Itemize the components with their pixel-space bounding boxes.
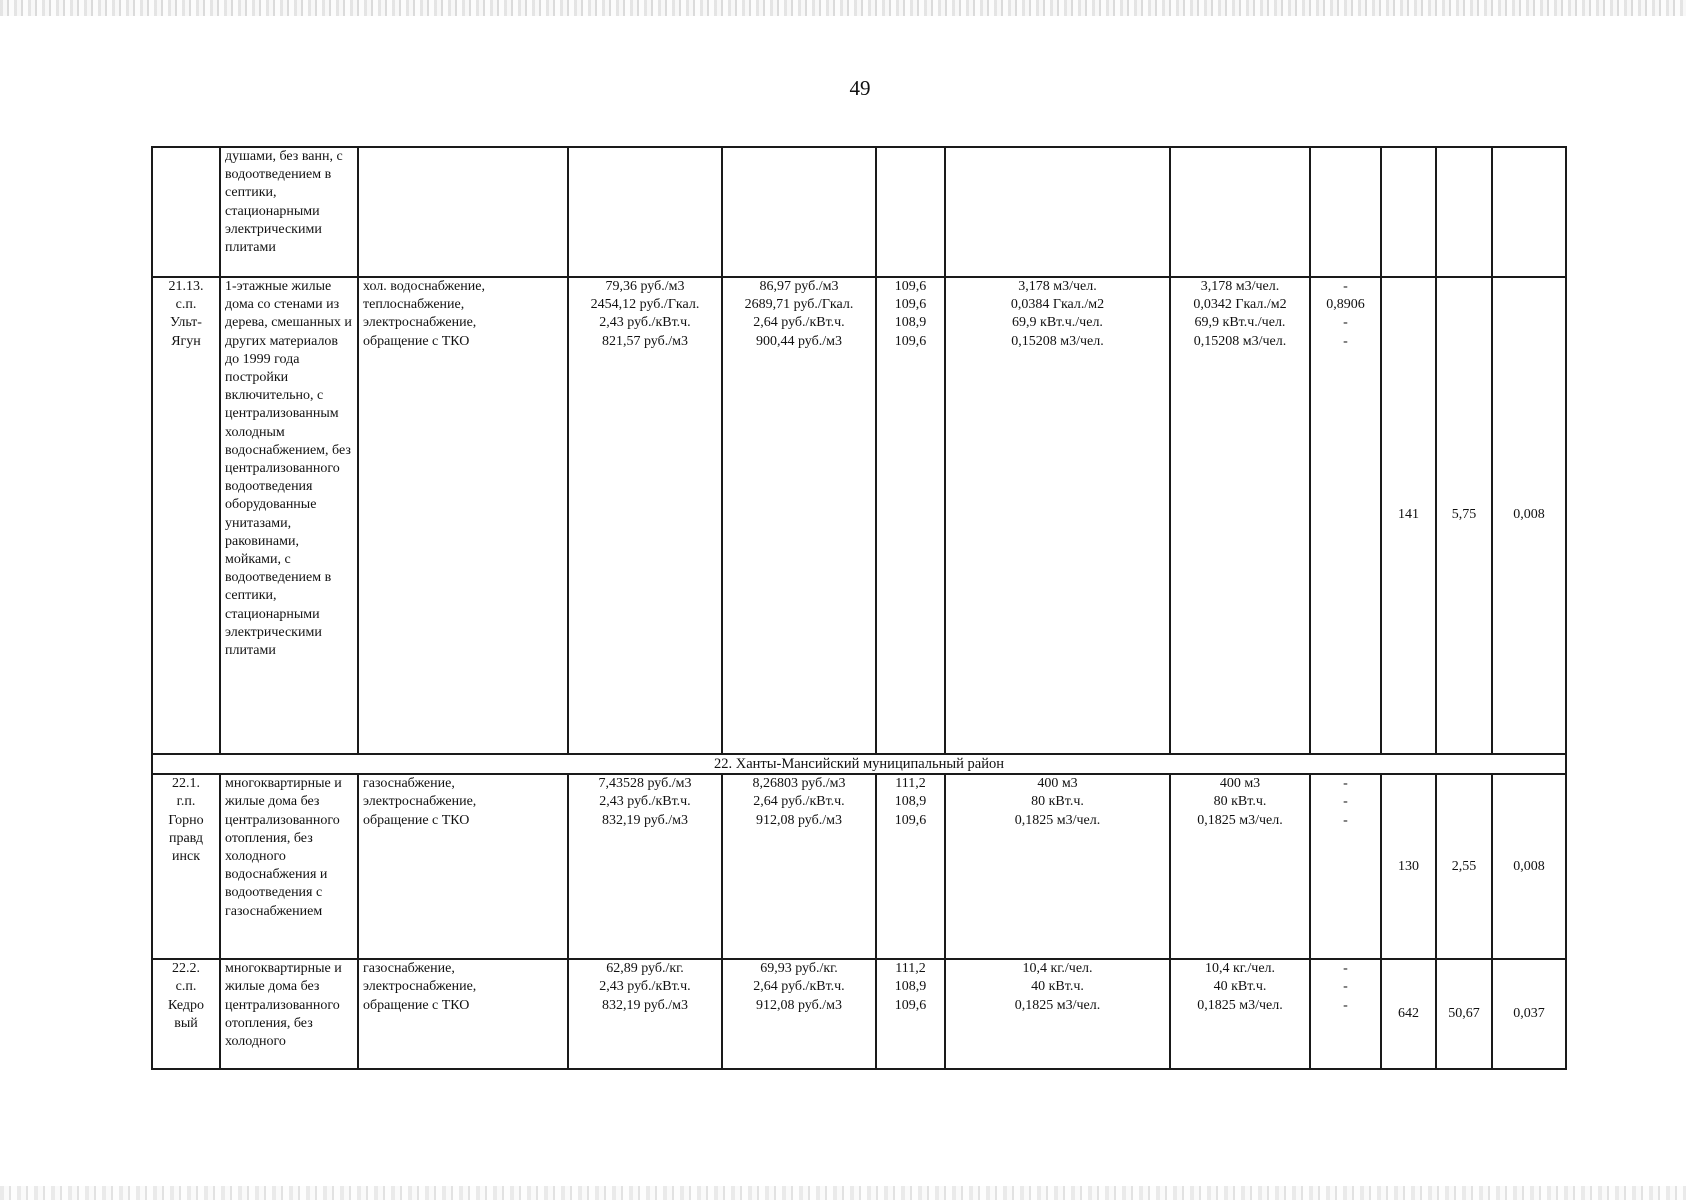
cell-description	[220, 277, 358, 754]
cell-tariff-1	[568, 147, 722, 277]
section-title: 22. Ханты-Мансийский муниципальный район	[152, 754, 1566, 774]
cell-v1: 141	[1381, 277, 1436, 754]
description-text: 1-этажные жилые дома со стенами из дерева, смешанных и других материалов до 1999 года постройки включительно, с централизованным холодным водоснабжением, без централизованного водоотведения оборудованные унитазами, раковинами, мойками, с водоотведением в септики, стационарными электрическими плитами	[225, 279, 352, 659]
table-row	[152, 774, 1566, 959]
cell-norm-2	[1170, 147, 1310, 277]
cell-norm-1: 10,4 кг./чел. 40 кВт.ч. 0,1825 м3/чел.	[945, 959, 1170, 1069]
cell-norm-1: 3,178 м3/чел. 0,0384 Гкал./м2 69,9 кВт.ч./чел. 0,15208 м3/чел.	[945, 277, 1170, 754]
section-header-row	[152, 754, 1566, 774]
cell-num: 21.13. с.п. Ульт- Ягун	[152, 277, 220, 754]
cell-norm-1: 400 м3 80 кВт.ч. 0,1825 м3/чел.	[945, 774, 1170, 959]
description-text: многоквартирные и жилые дома без централизованного отопления, без холодного водоснабжения и водоотведения с газоснабжением	[225, 776, 342, 919]
cell-tariff-2: 8,26803 руб./м3 2,64 руб./кВт.ч. 912,08 руб./м3	[722, 774, 876, 959]
cell-v2: 50,67	[1436, 959, 1492, 1069]
scan-edge-top	[0, 0, 1686, 16]
cell-norm-1	[945, 147, 1170, 277]
description-text: многоквартирные и жилые дома без централизованного отопления, без холодного	[225, 961, 342, 1050]
cell-v1: 642	[1381, 959, 1436, 1069]
cell-services: хол. водоснабжение, теплоснабжение, электроснабжение, обращение с ТКО	[358, 277, 568, 754]
cell-v2: 5,75	[1436, 277, 1492, 754]
cell-num	[152, 147, 220, 277]
table-row	[152, 959, 1566, 1069]
cell-index: 111,2 108,9 109,6	[876, 774, 945, 959]
cell-v3: 0,037	[1492, 959, 1566, 1069]
cell-index	[876, 147, 945, 277]
cell-norm-2: 10,4 кг./чел. 40 кВт.ч. 0,1825 м3/чел.	[1170, 959, 1310, 1069]
cell-services: газоснабжение, электроснабжение, обращение с ТКО	[358, 774, 568, 959]
cell-tariff-2: 69,93 руб./кг. 2,64 руб./кВт.ч. 912,08 руб./м3	[722, 959, 876, 1069]
cell-index: 109,6 109,6 108,9 109,6	[876, 277, 945, 754]
scan-edge-bottom	[0, 1186, 1686, 1200]
cell-v1: 130	[1381, 774, 1436, 959]
cell-coef: - - -	[1310, 959, 1381, 1069]
cell-v2	[1436, 147, 1492, 277]
cell-tariff-2: 86,97 руб./м3 2689,71 руб./Гкал. 2,64 руб./кВт.ч. 900,44 руб./м3	[722, 277, 876, 754]
description-text: душами, без ванн, с водоотведением в септики, стационарными электрическими плитами	[225, 149, 343, 256]
cell-v2: 2,55	[1436, 774, 1492, 959]
cell-v1	[1381, 147, 1436, 277]
cell-v3: 0,008	[1492, 774, 1566, 959]
page-number: 49	[849, 76, 871, 100]
cell-v3	[1492, 147, 1566, 277]
cell-tariff-1: 62,89 руб./кг. 2,43 руб./кВт.ч. 832,19 руб./м3	[568, 959, 722, 1069]
cell-v3: 0,008	[1492, 277, 1566, 754]
table-row	[152, 277, 1566, 754]
cell-services	[358, 147, 568, 277]
cell-num: 22.2. с.п. Кедро вый	[152, 959, 220, 1069]
table-row	[152, 147, 1566, 277]
cell-tariff-1: 79,36 руб./м3 2454,12 руб./Гкал. 2,43 руб./кВт.ч. 821,57 руб./м3	[568, 277, 722, 754]
cell-tariff-2	[722, 147, 876, 277]
cell-description	[220, 959, 358, 1069]
cell-norm-2: 3,178 м3/чел. 0,0342 Гкал./м2 69,9 кВт.ч./чел. 0,15208 м3/чел.	[1170, 277, 1310, 754]
cell-index: 111,2 108,9 109,6	[876, 959, 945, 1069]
cell-coef: - - -	[1310, 774, 1381, 959]
cell-norm-2: 400 м3 80 кВт.ч. 0,1825 м3/чел.	[1170, 774, 1310, 959]
cell-coef	[1310, 147, 1381, 277]
cell-description	[220, 147, 358, 277]
cell-num: 22.1. г.п. Горно правд инск	[152, 774, 220, 959]
cell-services: газоснабжение, электроснабжение, обращение с ТКО	[358, 959, 568, 1069]
tariff-table	[151, 146, 1567, 1070]
cell-tariff-1: 7,43528 руб./м3 2,43 руб./кВт.ч. 832,19 руб./м3	[568, 774, 722, 959]
cell-coef: - 0,8906 - -	[1310, 277, 1381, 754]
cell-description	[220, 774, 358, 959]
